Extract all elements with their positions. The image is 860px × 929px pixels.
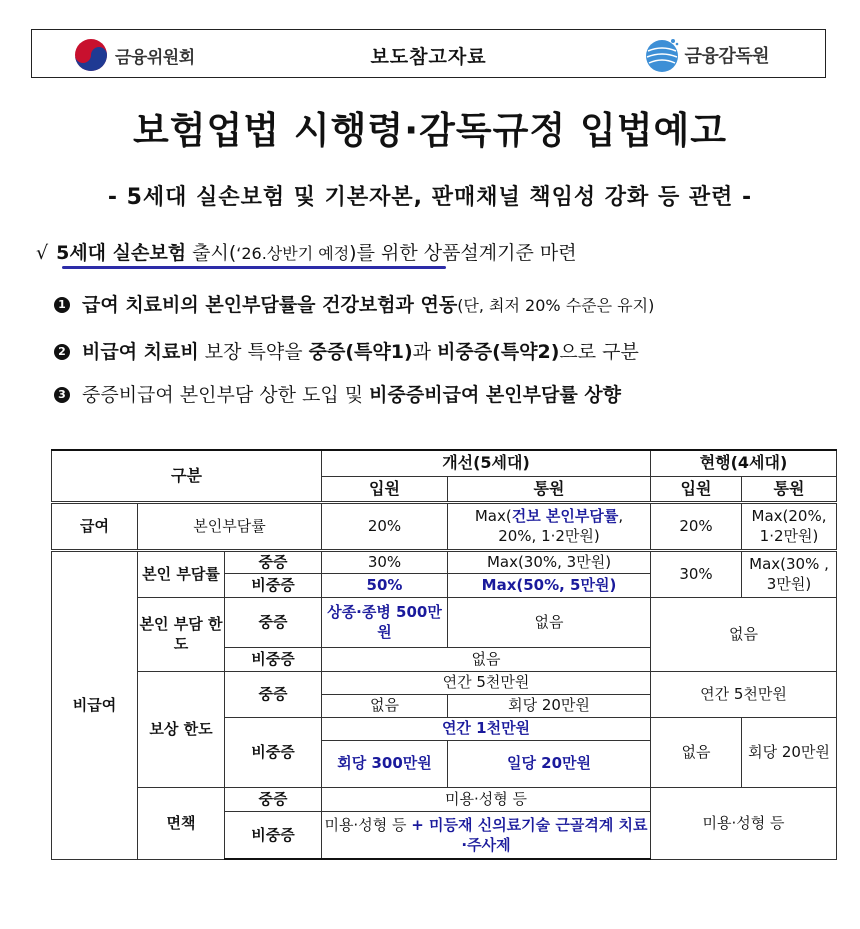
- bullet-3: [54, 380, 621, 407]
- check-text-b: )를 위한 상품설계기준 마련: [349, 242, 577, 264]
- header-current: 현행(4세대): [651, 450, 837, 476]
- bullet-tail: 으로 구분: [559, 341, 639, 363]
- group-copay-limit: 본인 부담 한도: [138, 597, 225, 671]
- cell: [322, 811, 651, 859]
- cell: 회당 20만원: [742, 717, 837, 787]
- cell-text: Max(: [474, 506, 512, 525]
- label-severe: 중증: [225, 787, 322, 811]
- group-copay-rate: 본인 부담률: [138, 550, 225, 597]
- left-org-name: 금융위원회: [115, 47, 195, 68]
- cell: 없음: [651, 717, 742, 787]
- cell: 연간 1천만원: [322, 717, 651, 740]
- check-text-a: 출시(: [186, 242, 237, 264]
- bullet-bold: 급여 치료비의 본인부담률을 건강보험과 연동: [82, 294, 458, 316]
- page-title: 보험업법 시행령·감독규정 입법예고: [133, 109, 727, 152]
- cell: 상종·종병 500만원: [322, 597, 448, 647]
- check-bold: 5세대 실손보험: [56, 242, 187, 264]
- cell: 없음: [651, 597, 837, 671]
- page-subtitle: - 5세대 실손보험 및 기본자본, 판매채널 책임성 강화 등 관련 -: [107, 185, 753, 210]
- check-paren: ‘26.상반기 예정: [236, 244, 350, 263]
- bullet-number: 2: [54, 344, 70, 360]
- cell: 50%: [322, 573, 448, 597]
- item-copay-rate: 본인부담률: [138, 502, 322, 550]
- cell: 30%: [651, 550, 742, 597]
- label-nonsevere: 비중증: [225, 717, 322, 787]
- bullet-bold: 중증(특약1): [308, 341, 413, 363]
- label-severe: 중증: [225, 597, 322, 647]
- bullet-bold: 비중증비급여 본인부담률 상향: [369, 384, 622, 406]
- header-inpatient: 입원: [651, 476, 742, 502]
- bullet-bold: 비급여 치료비: [82, 341, 199, 363]
- header-box: [31, 29, 826, 78]
- bullet-tail: (단, 최저 20% 수준은 유지): [457, 296, 655, 315]
- check-line: [36, 238, 577, 265]
- cat-nonbenefit: 비급여: [52, 550, 138, 859]
- cell: 연간 5천만원: [651, 671, 837, 717]
- bullet-number: 1: [54, 297, 70, 313]
- cell: Max(30%, 3만원): [448, 550, 651, 573]
- bullet-number: 3: [54, 387, 70, 403]
- bullet-text: 과: [412, 341, 438, 363]
- cell: 20%: [322, 502, 448, 550]
- cell: 없음: [322, 694, 448, 717]
- cell-text: 미용·성형 등: [324, 815, 412, 834]
- label-nonsevere: 비중증: [225, 647, 322, 671]
- label-nonsevere: 비중증: [225, 811, 322, 859]
- doc-type: 보도참고자료: [370, 46, 487, 68]
- header-gubun: 구분: [52, 450, 322, 502]
- cell: 미용·성형 등: [322, 787, 651, 811]
- cell: 없음: [448, 597, 651, 647]
- right-org-name: 금융감독원: [684, 46, 769, 67]
- underline-mark: [62, 266, 446, 269]
- label-nonsevere: 비중증: [225, 573, 322, 597]
- header-new: 개선(5세대): [322, 450, 651, 476]
- cell: 없음: [322, 647, 651, 671]
- group-exclusion: 면책: [138, 787, 225, 859]
- cell: 20%: [651, 502, 742, 550]
- bullet-text: 중증비급여 본인부담 상한 도입: [82, 384, 339, 406]
- cell-highlight: 건보 본인부담률: [511, 506, 619, 525]
- cell-highlight: + 미등재 신의료기술 근골격계 치료·주사제: [411, 815, 648, 854]
- bullet-bold: 비중증(특약2): [437, 341, 560, 363]
- cell: 30%: [322, 550, 448, 573]
- cell: [448, 502, 651, 550]
- label-severe: 중증: [225, 671, 322, 717]
- bullet-2: [54, 337, 639, 364]
- bullet-text: 및: [338, 384, 370, 406]
- globe-icon: [643, 37, 681, 73]
- cell-text: ,: [618, 506, 624, 525]
- bullet-1: [54, 290, 654, 317]
- header-outpatient: 통원: [742, 476, 837, 502]
- cell: Max(30% , 3만원): [742, 550, 837, 597]
- comparison-table: [51, 449, 837, 860]
- cell: 연간 5천만원: [322, 671, 651, 694]
- cell-text: 20%, 1·2만원): [498, 527, 600, 545]
- cell: 일당 20만원: [448, 740, 651, 787]
- bullet-text: 보장 특약을: [198, 341, 309, 363]
- check-mark: √: [36, 242, 49, 264]
- cell: 미용·성형 등: [651, 787, 837, 859]
- cell: Max(50%, 5만원): [448, 573, 651, 597]
- cell: 회당 300만원: [322, 740, 448, 787]
- header-inpatient: 입원: [322, 476, 448, 502]
- group-coverage-limit: 보상 한도: [138, 671, 225, 787]
- cat-benefit: 급여: [52, 502, 138, 550]
- header-outpatient: 통원: [448, 476, 651, 502]
- fss-logo: [643, 37, 769, 73]
- cell: Max(20%, 1·2만원): [742, 502, 837, 550]
- cell: 회당 20만원: [448, 694, 651, 717]
- label-severe: 중증: [225, 550, 322, 573]
